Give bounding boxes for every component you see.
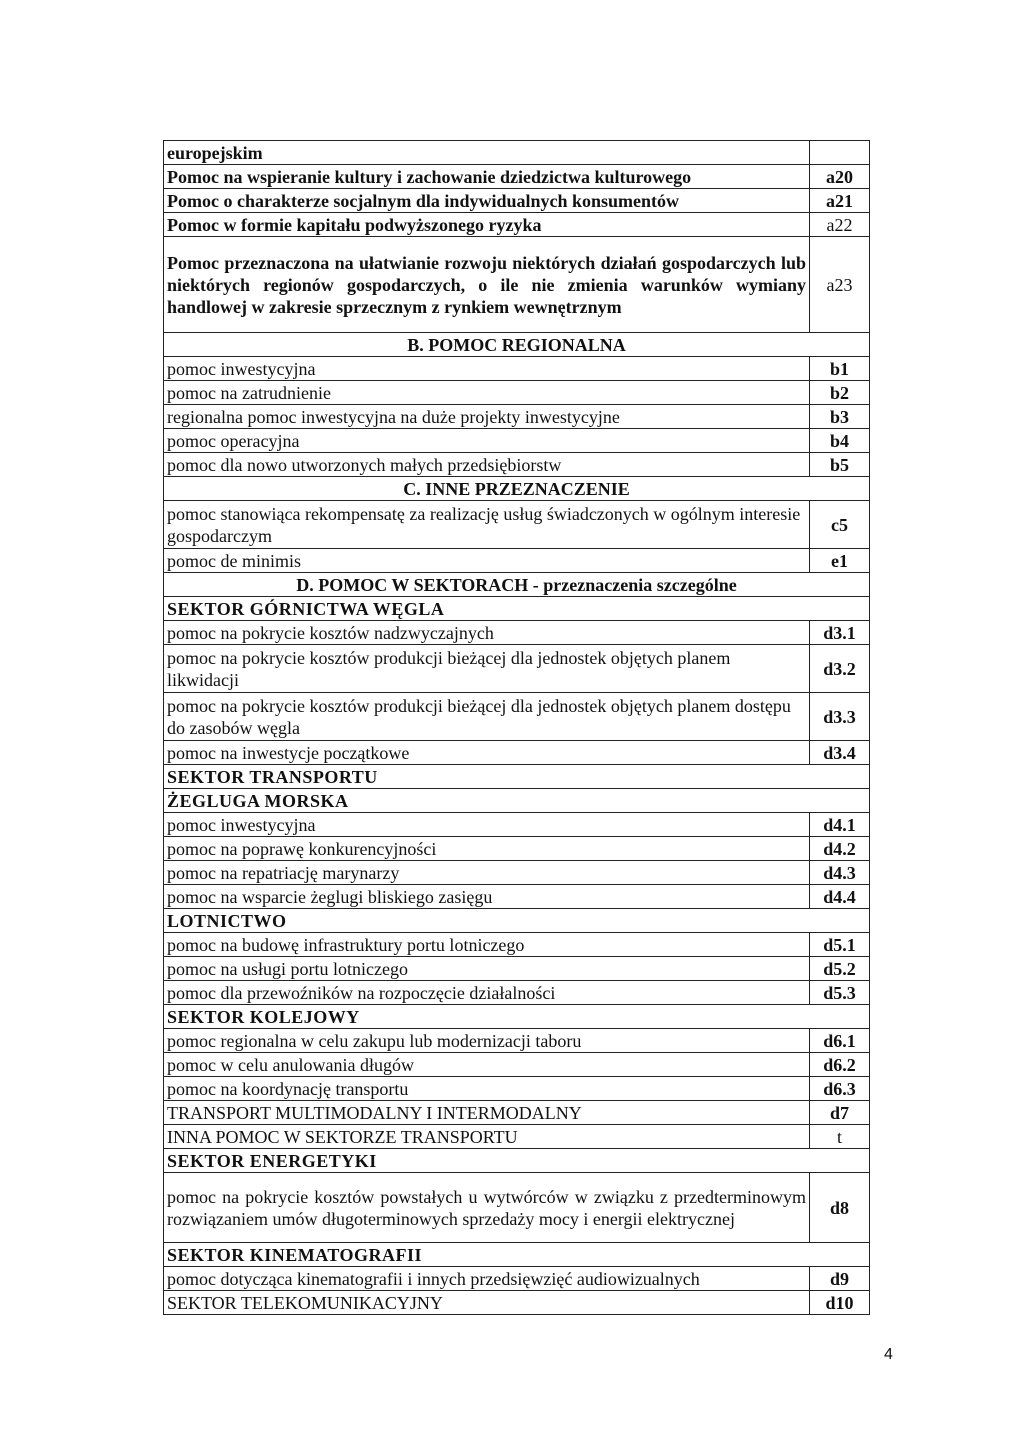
sector-header: SEKTOR TRANSPORTU [164, 765, 870, 789]
section-header-row [164, 333, 870, 357]
table-row [164, 453, 870, 477]
section-header-row [164, 477, 870, 501]
table-row [164, 141, 870, 165]
row-code: b1 [810, 357, 870, 381]
row-code: d3.3 [810, 693, 870, 741]
table-row [164, 381, 870, 405]
row-code: b2 [810, 381, 870, 405]
table-row [164, 1053, 870, 1077]
table-row [164, 1101, 870, 1125]
table-row [164, 981, 870, 1005]
row-label: pomoc dla nowo utworzonych małych przedsiębiorstw [164, 453, 810, 477]
table-row [164, 189, 870, 213]
row-label: europejskim [164, 141, 810, 165]
row-label: pomoc dla przewoźników na rozpoczęcie działalności [164, 981, 810, 1005]
row-label: pomoc operacyjna [164, 429, 810, 453]
row-code: d5.3 [810, 981, 870, 1005]
row-code: d10 [810, 1291, 870, 1315]
row-label: pomoc na pokrycie kosztów powstałych u wytwórców w związku z przedterminowym rozwiązaniem umów długoterminowych sprzedaży mocy i energii elektrycznej [164, 1173, 810, 1243]
row-label: pomoc na zatrudnienie [164, 381, 810, 405]
row-code: d6.2 [810, 1053, 870, 1077]
row-label: pomoc na usługi portu lotniczego [164, 957, 810, 981]
section-header-row [164, 573, 870, 597]
sector-header-row [164, 789, 870, 813]
row-label: regionalna pomoc inwestycyjna na duże projekty inwestycyjne [164, 405, 810, 429]
row-code: e1 [810, 549, 870, 573]
row-code: a22 [810, 213, 870, 237]
table-row [164, 237, 870, 333]
table-row [164, 429, 870, 453]
aid-classification-table [163, 140, 870, 1315]
sector-header: SEKTOR KINEMATOGRAFII [164, 1243, 870, 1267]
row-label: pomoc na repatriację marynarzy [164, 861, 810, 885]
row-code: d4.4 [810, 885, 870, 909]
table-row [164, 645, 870, 693]
table-row [164, 933, 870, 957]
table-row [164, 621, 870, 645]
row-label: pomoc stanowiąca rekompensatę za realizację usług świadczonych w ogólnym interesie gospodarczym [164, 501, 810, 549]
row-code: b5 [810, 453, 870, 477]
row-code: d6.3 [810, 1077, 870, 1101]
row-code: d3.1 [810, 621, 870, 645]
sector-header-row [164, 765, 870, 789]
sector-header: SEKTOR KOLEJOWY [164, 1005, 870, 1029]
row-code: d7 [810, 1101, 870, 1125]
row-label: SEKTOR TELEKOMUNIKACYJNY [164, 1291, 810, 1315]
row-label: pomoc inwestycyjna [164, 357, 810, 381]
row-code: d5.2 [810, 957, 870, 981]
row-label: pomoc na inwestycje początkowe [164, 741, 810, 765]
sector-header: ŻEGLUGA MORSKA [164, 789, 870, 813]
sector-header-row [164, 1149, 870, 1173]
table-row [164, 1173, 870, 1243]
table-row [164, 1077, 870, 1101]
row-label: pomoc dotycząca kinematografii i innych przedsięwzięć audiowizualnych [164, 1267, 810, 1291]
row-label: pomoc na budowę infrastruktury portu lotniczego [164, 933, 810, 957]
table-row [164, 1267, 870, 1291]
row-code: d8 [810, 1173, 870, 1243]
table-row [164, 861, 870, 885]
row-label: pomoc inwestycyjna [164, 813, 810, 837]
row-label: pomoc na pokrycie kosztów nadzwyczajnych [164, 621, 810, 645]
sector-header: LOTNICTWO [164, 909, 870, 933]
row-label: INNA POMOC W SEKTORZE TRANSPORTU [164, 1125, 810, 1149]
sector-header-row [164, 1005, 870, 1029]
section-header: C. INNE PRZEZNACZENIE [164, 477, 870, 501]
row-code: d4.1 [810, 813, 870, 837]
row-code: a20 [810, 165, 870, 189]
empty-code-cell [810, 141, 870, 165]
row-code: d5.1 [810, 933, 870, 957]
table-row [164, 357, 870, 381]
table-row [164, 1125, 870, 1149]
row-code: c5 [810, 501, 870, 549]
section-header: B. POMOC REGIONALNA [164, 333, 870, 357]
row-label: pomoc na poprawę konkurencyjności [164, 837, 810, 861]
row-code: d4.3 [810, 861, 870, 885]
row-label: pomoc w celu anulowania długów [164, 1053, 810, 1077]
row-label: Pomoc w formie kapitału podwyższonego ryzyka [164, 213, 810, 237]
row-label: pomoc de minimis [164, 549, 810, 573]
sector-header-row [164, 909, 870, 933]
table-row [164, 813, 870, 837]
row-label: Pomoc na wspieranie kultury i zachowanie dziedzictwa kulturowego [164, 165, 810, 189]
row-code: d9 [810, 1267, 870, 1291]
row-label: pomoc na koordynację transportu [164, 1077, 810, 1101]
row-code: a23 [810, 237, 870, 333]
table-row [164, 693, 870, 741]
table-row [164, 165, 870, 189]
row-label: Pomoc przeznaczona na ułatwianie rozwoju niektórych działań gospodarczych lub niektórych regionów gospodarczych, o ile nie zmienia warunków wymiany handlowej w zakresie sprzecznym z rynkiem wewnętrznym [164, 237, 810, 333]
row-code: b3 [810, 405, 870, 429]
table-row [164, 1029, 870, 1053]
table-row [164, 741, 870, 765]
table-row [164, 405, 870, 429]
row-code: d3.4 [810, 741, 870, 765]
row-label: TRANSPORT MULTIMODALNY I INTERMODALNY [164, 1101, 810, 1125]
row-label: Pomoc o charakterze socjalnym dla indywidualnych konsumentów [164, 189, 810, 213]
sector-header-row [164, 1243, 870, 1267]
table-row [164, 837, 870, 861]
sector-header-row [164, 597, 870, 621]
table-row [164, 885, 870, 909]
sector-header: SEKTOR ENERGETYKI [164, 1149, 870, 1173]
table-row [164, 1291, 870, 1315]
table-row [164, 549, 870, 573]
row-label: pomoc na pokrycie kosztów produkcji bieżącej dla jednostek objętych planem dostępu do zasobów węgla [164, 693, 810, 741]
row-label: pomoc regionalna w celu zakupu lub modernizacji taboru [164, 1029, 810, 1053]
table-row [164, 213, 870, 237]
row-code: d3.2 [810, 645, 870, 693]
table-row [164, 501, 870, 549]
section-header: D. POMOC W SEKTORACH - przeznaczenia szczególne [164, 573, 870, 597]
row-code: a21 [810, 189, 870, 213]
row-code: b4 [810, 429, 870, 453]
row-code: d6.1 [810, 1029, 870, 1053]
row-label: pomoc na wsparcie żeglugi bliskiego zasięgu [164, 885, 810, 909]
row-code: d4.2 [810, 837, 870, 861]
table-row [164, 957, 870, 981]
page-number: 4 [884, 1346, 893, 1363]
sector-header: SEKTOR GÓRNICTWA WĘGLA [164, 597, 870, 621]
row-label: pomoc na pokrycie kosztów produkcji bieżącej dla jednostek objętych planem likwidacji [164, 645, 810, 693]
row-code: t [810, 1125, 870, 1149]
